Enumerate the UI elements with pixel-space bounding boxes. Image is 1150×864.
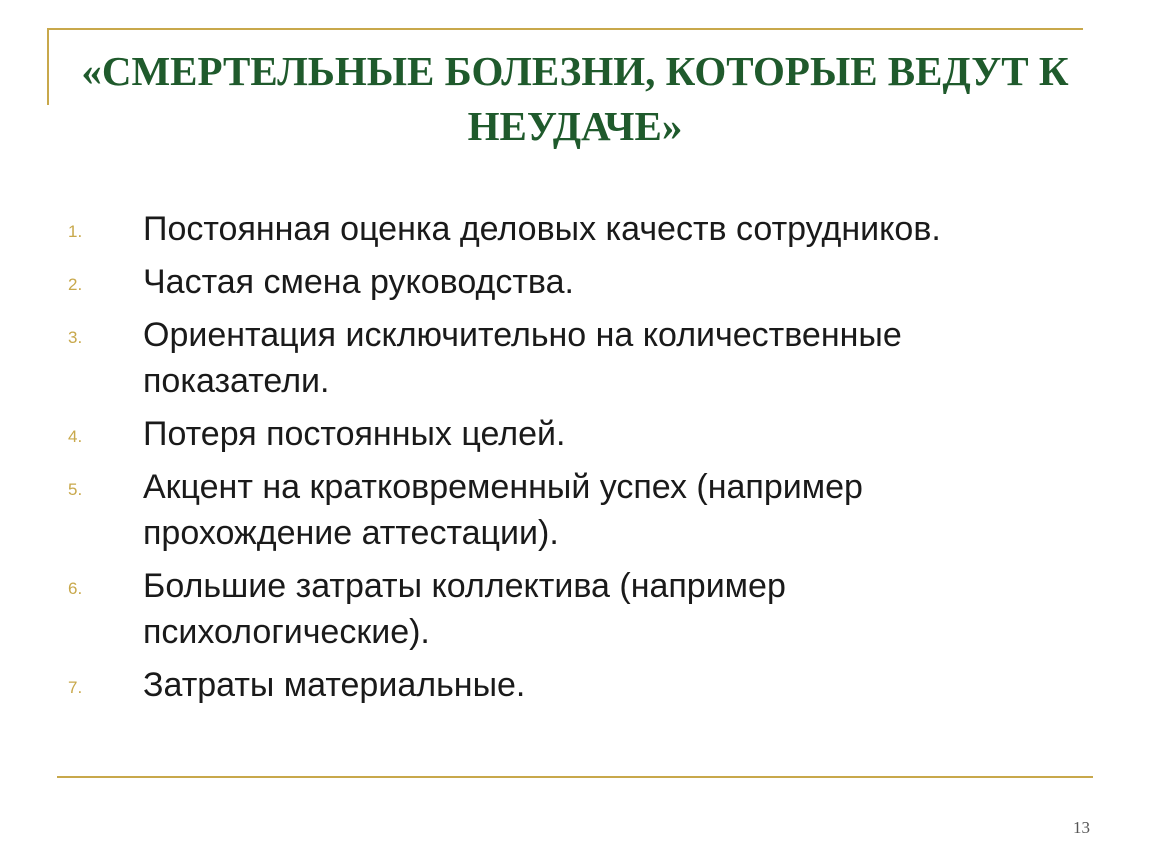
numbered-list [68,206,1068,715]
list-item [68,464,1068,556]
list-item-number: 6. [68,579,83,598]
list-item-number: 1. [68,222,83,241]
list-item-text: Большие затраты коллектива (например психологические). [143,567,786,651]
list-item-number: 2. [68,275,83,294]
list-item-text: Потеря постоянных целей. [143,415,566,453]
list-item-text: Постоянная оценка деловых качеств сотрудников. [143,210,941,248]
left-border-line [47,28,49,105]
top-border-line [47,28,1083,30]
list-item [68,312,1068,404]
list-item-number: 4. [68,427,83,446]
list-item-text: Ориентация исключительно на количественные показатели. [143,316,902,400]
slide-title: «СМЕРТЕЛЬНЫЕ БОЛЕЗНИ, КОТОРЫЕ ВЕДУТ К НЕУДАЧЕ» [81,48,1069,149]
list-item [68,411,1068,457]
bottom-divider-line [57,776,1093,778]
list-item-number: 5. [68,480,83,499]
list-item [68,563,1068,655]
list-item [68,662,1068,708]
list-item [68,206,1068,252]
list-item-number: 3. [68,328,83,347]
list-item-text: Затраты материальные. [143,666,526,704]
list-item-text: Частая смена руководства. [143,263,574,301]
list-item-text: Акцент на кратковременный успех (например прохождение аттестации). [143,468,863,552]
list-item [68,259,1068,305]
page-number: 13 [1073,818,1090,837]
list-item-number: 7. [68,678,83,697]
